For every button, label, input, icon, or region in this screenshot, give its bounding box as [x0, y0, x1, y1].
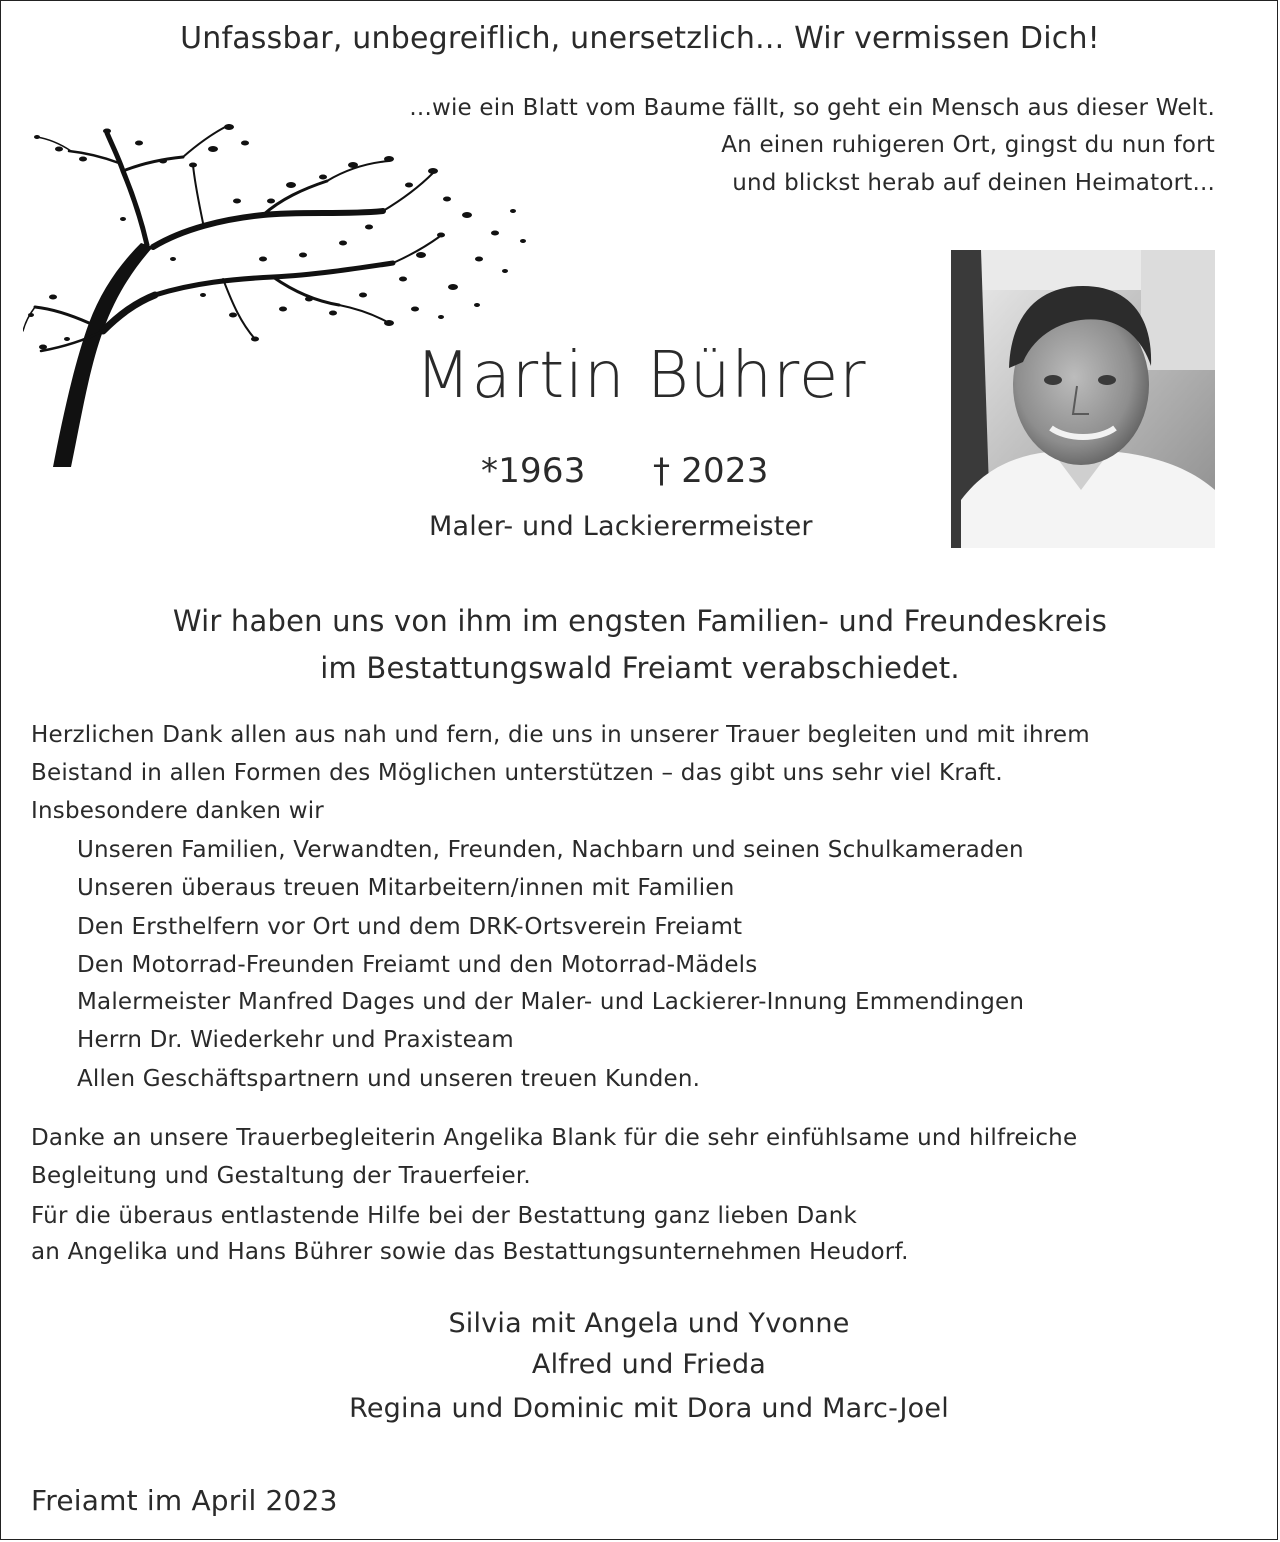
signature-line: Silvia mit Angela und Yvonne: [448, 1308, 850, 1339]
thanks-line: Insbesondere danken wir: [31, 798, 324, 824]
intro-line: im Bestattungswald Freiamt verabschiedet.: [320, 651, 960, 685]
closing-line: Begleitung und Gestaltung der Trauerfeier.: [31, 1163, 531, 1189]
closing-line: Für die überaus entlastende Hilfe bei der Bestattung ganz lieben Dank: [31, 1203, 857, 1229]
thanks-list-item: Unseren Familien, Verwandten, Freunden, Nachbarn und seinen Schulkameraden: [77, 837, 1024, 863]
signature-line: Alfred und Frieda: [531, 1349, 767, 1380]
death-year: † 2023: [653, 451, 769, 491]
thanks-list-item: Herrn Dr. Wiederkehr und Praxisteam: [77, 1027, 514, 1053]
deceased-name: Martin Bührer: [415, 339, 867, 413]
thanks-list-item: Malermeister Manfred Dages und der Maler- und Lackierer-Innung Emmendingen: [77, 989, 1025, 1015]
poem-line: An einen ruhigeren Ort, gingst du nun fort: [721, 132, 1215, 158]
birth-year: *1963: [481, 451, 586, 491]
place-date: Freiamt im April 2023: [31, 1484, 338, 1517]
poem-line: ...wie ein Blatt vom Baume fällt, so geht ein Mensch aus dieser Welt.: [409, 95, 1215, 121]
windblown-tree-icon: [23, 119, 543, 471]
portrait-photo: [951, 250, 1215, 548]
profession: Maler- und Lackierermeister: [429, 511, 813, 542]
poem-line: und blickst herab auf deinen Heimatort...: [732, 170, 1215, 196]
signature-line: Regina und Dominic mit Dora und Marc-Joel: [349, 1393, 949, 1424]
closing-line: an Angelika und Hans Bührer sowie das Bestattungsunternehmen Heudorf.: [31, 1239, 909, 1265]
thanks-list-item: Allen Geschäftspartnern und unseren treuen Kunden.: [77, 1066, 701, 1092]
closing-line: Danke an unsere Trauerbegleiterin Angelika Blank für die sehr einfühlsame und hilfreiche: [31, 1125, 1078, 1151]
thanks-list-item: Unseren überaus treuen Mitarbeitern/innen mit Familien: [77, 875, 735, 901]
thanks-line: Beistand in allen Formen des Möglichen unterstützen – das gibt uns sehr viel Kraft.: [31, 760, 1003, 786]
thanks-line: Herzlichen Dank allen aus nah und fern, die uns in unserer Trauer begleiten und mit ihrem: [31, 722, 1090, 748]
headline: Unfassbar, unbegreiflich, unersetzlich... Wir vermissen Dich!: [180, 21, 1100, 56]
thanks-list-item: Den Motorrad-Freunden Freiamt und den Motorrad-Mädels: [77, 952, 758, 978]
thanks-list-item: Den Ersthelfern vor Ort und dem DRK-Ortsverein Freiamt: [77, 914, 743, 940]
intro-line: Wir haben uns von ihm im engsten Familien- und Freundeskreis: [172, 604, 1108, 638]
